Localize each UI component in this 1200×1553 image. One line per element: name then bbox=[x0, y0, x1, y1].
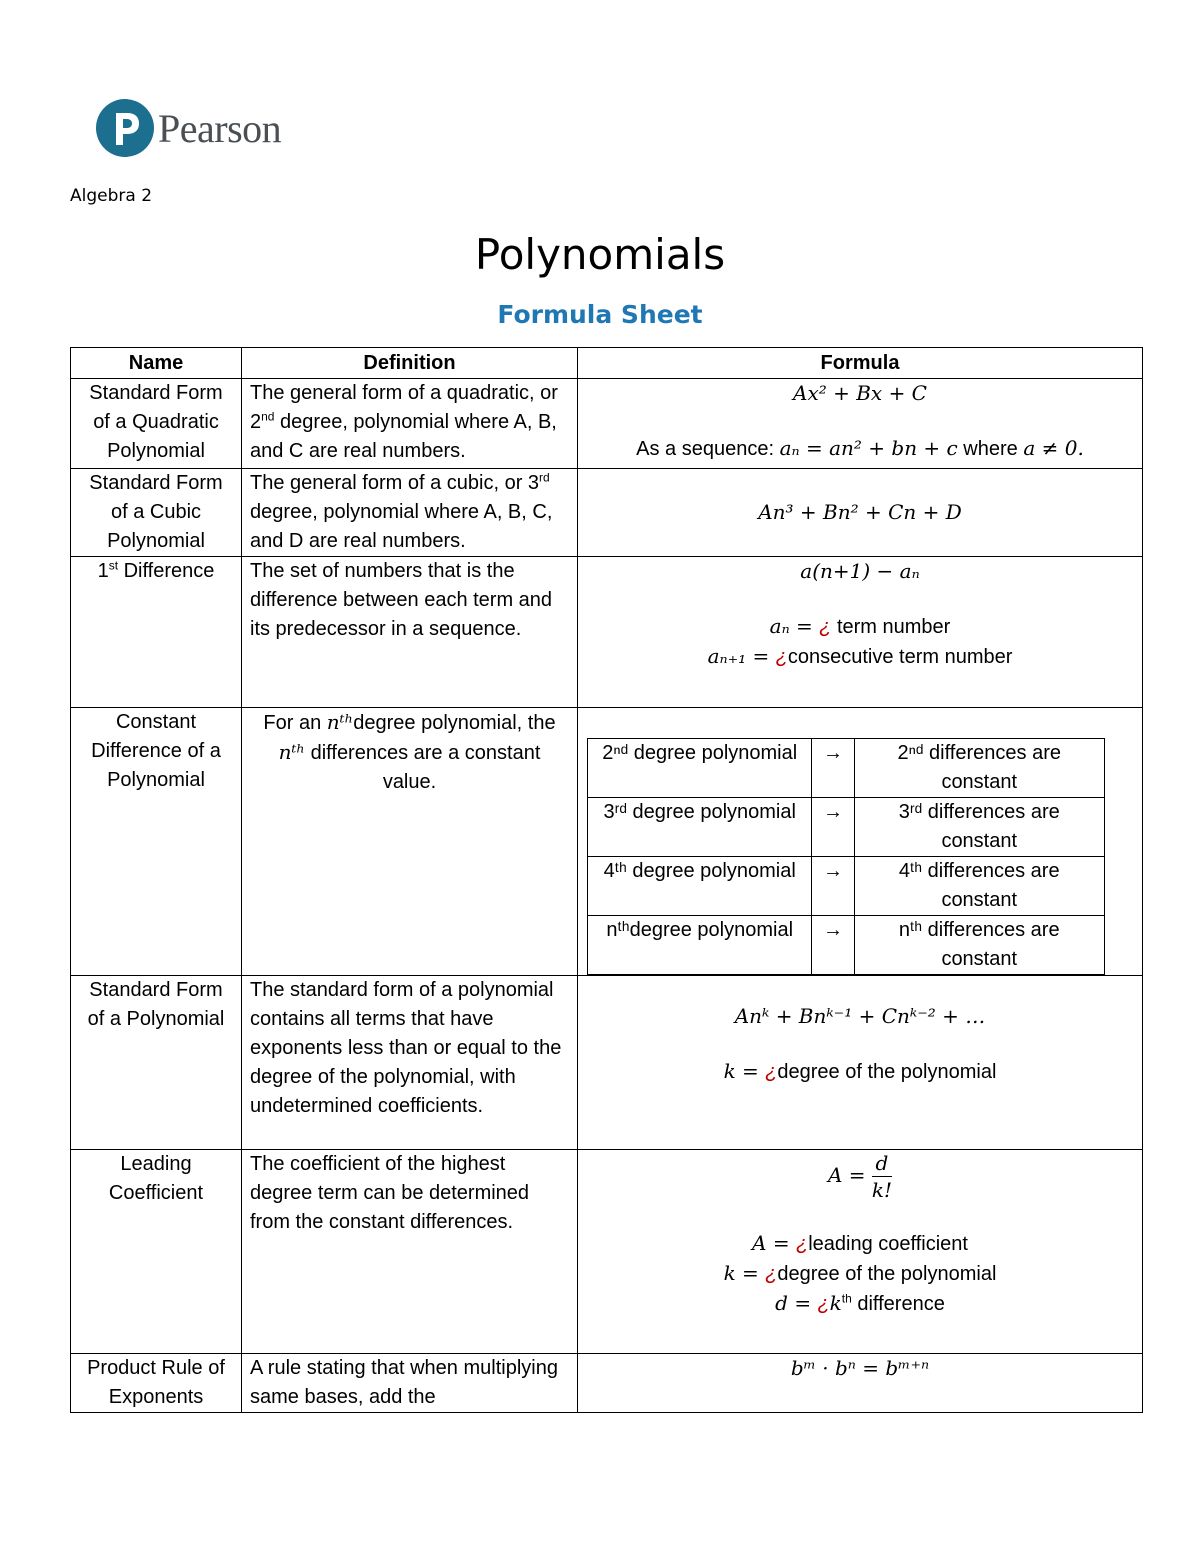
symbol: nᵗʰ bbox=[326, 710, 354, 734]
symbol: aₙ = bbox=[769, 614, 820, 638]
table-row bbox=[71, 708, 1143, 976]
ordinal-suffix: rd bbox=[539, 470, 550, 485]
row-formula bbox=[578, 469, 1143, 557]
symbol: A = bbox=[827, 1163, 872, 1187]
legend-line bbox=[586, 642, 1134, 672]
header-name: Name bbox=[71, 348, 242, 379]
legend-line bbox=[586, 612, 1134, 642]
difference-formula: a(n+1) − aₙ bbox=[800, 559, 920, 583]
header-definition: Definition bbox=[242, 348, 578, 379]
difference-cell: 3ʳᵈ differences are constant bbox=[854, 798, 1105, 857]
row-name: Standard Form of a Quadratic Polynomial bbox=[71, 379, 242, 469]
definition-text: degree, polynomial where A, B, and C are real numbers. bbox=[250, 411, 557, 462]
header-formula: Formula bbox=[578, 348, 1143, 379]
row-definition bbox=[242, 379, 578, 469]
row-name: Product Rule of Exponents bbox=[71, 1354, 242, 1413]
legend-text: term number bbox=[831, 616, 951, 638]
symbol: d = bbox=[775, 1291, 818, 1315]
difference-cell: 4ᵗʰ differences are constant bbox=[854, 857, 1105, 916]
arrow-icon: → bbox=[812, 857, 854, 916]
definition-text: degree polynomial, the bbox=[353, 712, 556, 734]
row-formula bbox=[578, 1150, 1143, 1354]
degree-cell: 2ⁿᵈ degree polynomial bbox=[588, 739, 812, 798]
product-formula: bᵐ · bⁿ = bᵐ⁺ⁿ bbox=[790, 1356, 930, 1380]
row-formula bbox=[578, 379, 1143, 469]
legend-line bbox=[586, 1259, 1134, 1289]
legend-text: difference bbox=[851, 1293, 945, 1315]
sequence-formula: aₙ = an² + bn + c bbox=[779, 436, 958, 460]
row-name bbox=[71, 557, 242, 708]
row-name: Leading Coefficient bbox=[71, 1150, 242, 1354]
name-text: Difference bbox=[118, 560, 215, 582]
row-formula bbox=[578, 976, 1143, 1150]
legend-line bbox=[586, 1289, 1134, 1319]
legend-line bbox=[586, 1229, 1134, 1259]
legend-line bbox=[586, 1057, 1134, 1087]
row-name: Standard Form of a Polynomial bbox=[71, 976, 242, 1150]
difference-row bbox=[588, 916, 1105, 975]
row-definition bbox=[242, 469, 578, 557]
legend-text: consecutive term number bbox=[787, 646, 1013, 668]
degree-cell: 4ᵗʰ degree polynomial bbox=[588, 857, 812, 916]
page-subtitle: Formula Sheet bbox=[497, 300, 703, 329]
legend-text: leading coefficient bbox=[808, 1233, 968, 1255]
difference-row bbox=[588, 857, 1105, 916]
definition-text: The general form of a quadratic, or 2 bbox=[250, 382, 558, 433]
arrow-icon: → bbox=[812, 916, 854, 975]
arrow-icon: → bbox=[812, 798, 854, 857]
row-definition: A rule stating that when multiplying same bases, add the bbox=[242, 1354, 578, 1413]
symbol: k = bbox=[723, 1261, 766, 1285]
difference-row bbox=[588, 739, 1105, 798]
equation-mark: ¿ bbox=[765, 1263, 778, 1285]
difference-cell: nᵗʰ differences are constant bbox=[854, 916, 1105, 975]
fraction bbox=[872, 1150, 892, 1203]
quadratic-formula: Ax² + Bx + C bbox=[793, 381, 927, 405]
row-definition: The coefficient of the highest degree term can be determined from the constant differences. bbox=[242, 1150, 578, 1354]
row-name: Standard Form of a Cubic Polynomial bbox=[71, 469, 242, 557]
row-definition: The set of numbers that is the difference between each term and its predecessor in a sequence. bbox=[242, 557, 578, 708]
sequence-prefix: As a sequence: bbox=[636, 438, 780, 460]
degree-cell: 3ʳᵈ degree polynomial bbox=[588, 798, 812, 857]
table-row bbox=[71, 557, 1143, 708]
sequence-form bbox=[586, 434, 1134, 464]
row-definition: The standard form of a polynomial contains all terms that have exponents less than or equal to the degree of the polynomial, with undetermined coefficients. bbox=[242, 976, 578, 1150]
standard-poly-formula: Anᵏ + Bnᵏ⁻¹ + Cnᵏ⁻² + … bbox=[734, 1004, 986, 1028]
difference-table bbox=[587, 738, 1105, 975]
arrow-icon: → bbox=[812, 739, 854, 798]
brand-name: Pearson bbox=[158, 105, 282, 151]
difference-row bbox=[588, 798, 1105, 857]
table-header-row bbox=[71, 348, 1143, 379]
symbol: A = bbox=[752, 1231, 796, 1255]
formula-table bbox=[70, 347, 1143, 1413]
definition-text: For an bbox=[263, 712, 327, 734]
ordinal-suffix: nd bbox=[261, 409, 275, 424]
symbol: nᵗʰ bbox=[278, 740, 306, 764]
equation-mark: ¿ bbox=[795, 1233, 809, 1255]
pearson-logo bbox=[96, 97, 281, 159]
legend-text: degree of the polynomial bbox=[777, 1263, 997, 1285]
symbol: k bbox=[829, 1291, 842, 1315]
name-text: 1 bbox=[97, 560, 109, 582]
equation-mark: ¿ bbox=[765, 1061, 778, 1083]
sequence-condition: a ≠ 0. bbox=[1023, 436, 1084, 460]
table-row bbox=[71, 469, 1143, 557]
equation-mark: ¿ bbox=[819, 616, 832, 638]
cubic-formula: An³ + Bn² + Cn + D bbox=[758, 500, 962, 524]
definition-text: differences are a constant value. bbox=[305, 742, 541, 793]
row-formula bbox=[578, 557, 1143, 708]
numerator: d bbox=[872, 1150, 892, 1177]
denominator: k! bbox=[871, 1178, 893, 1202]
equation-mark: ¿ bbox=[775, 646, 788, 668]
row-name: Constant Difference of a Polynomial bbox=[71, 708, 242, 976]
definition-text: degree, polynomial where A, B, C, and D are real numbers. bbox=[250, 501, 553, 552]
where-text: where bbox=[957, 438, 1024, 460]
table-row bbox=[71, 379, 1143, 469]
ordinal-suffix: st bbox=[108, 558, 119, 573]
table-row bbox=[71, 1354, 1143, 1413]
row-formula bbox=[578, 1354, 1143, 1413]
row-formula bbox=[578, 708, 1143, 976]
leading-formula bbox=[586, 1150, 1134, 1203]
symbol: aₙ₊₁ = bbox=[707, 644, 776, 668]
equation-mark: ¿ bbox=[817, 1293, 830, 1315]
pearson-p-icon bbox=[96, 99, 154, 157]
legend-text: degree of the polynomial bbox=[777, 1061, 997, 1083]
difference-cell: 2ⁿᵈ differences are constant bbox=[854, 739, 1105, 798]
page-title: Polynomials bbox=[474, 230, 726, 279]
subject-label: Algebra 2 bbox=[70, 186, 153, 206]
degree-cell: nᵗʰdegree polynomial bbox=[588, 916, 812, 975]
table-row bbox=[71, 1150, 1143, 1354]
symbol: k = bbox=[723, 1059, 766, 1083]
row-definition bbox=[242, 708, 578, 976]
ordinal-suffix: th bbox=[841, 1291, 852, 1306]
definition-text: The general form of a cubic, or 3 bbox=[250, 472, 540, 494]
table-row bbox=[71, 976, 1143, 1150]
